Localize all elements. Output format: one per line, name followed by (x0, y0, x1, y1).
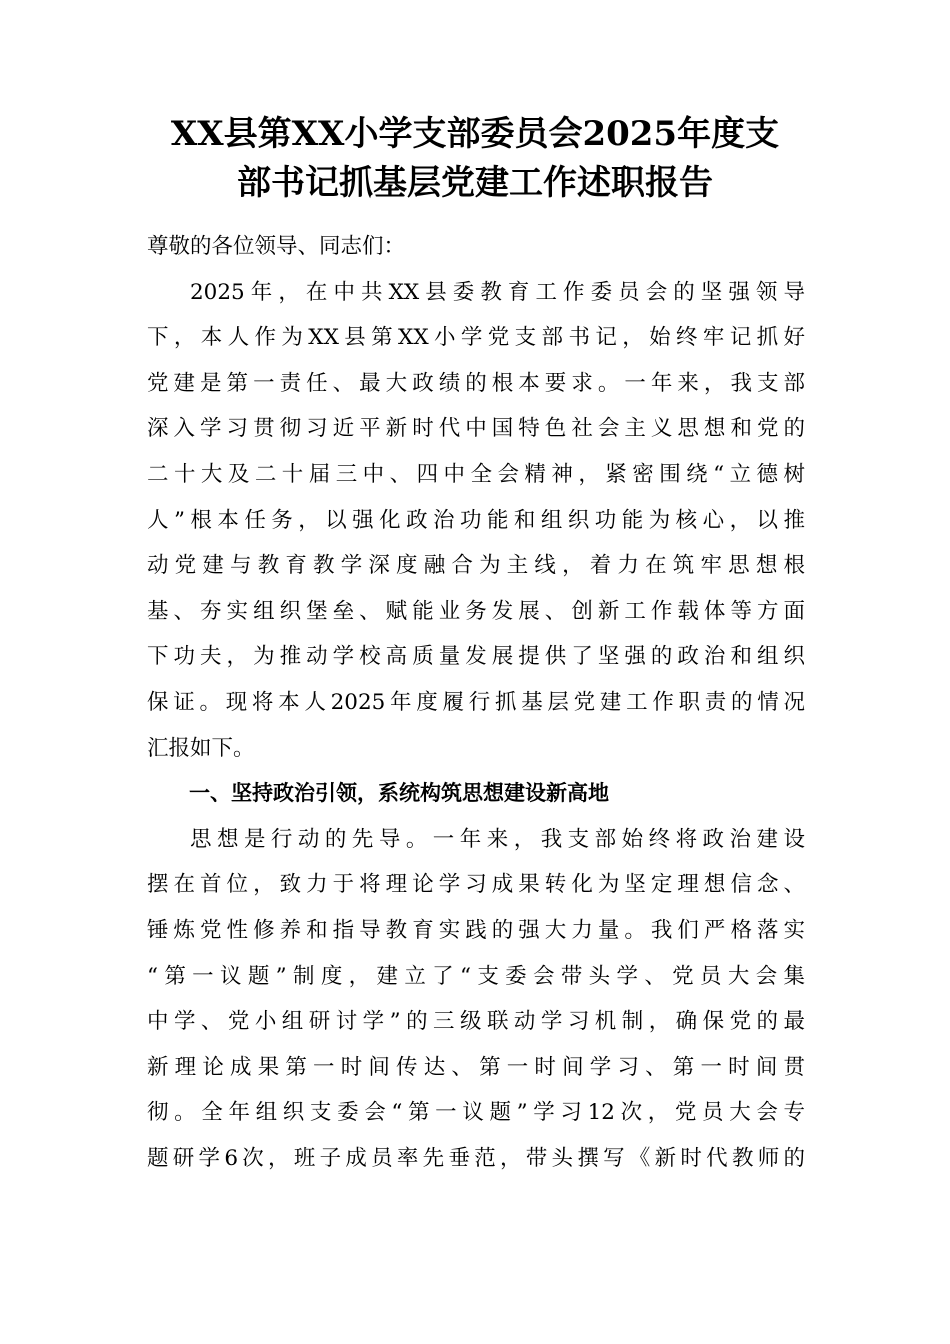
intro-line: 保证。现将本人2025年度履行抓基层党建工作职责的情况 (147, 689, 805, 715)
title-line-1: XX县第XX小学支部委员会2025年度支 (170, 114, 780, 154)
section1-line: 彻。全年组织支委会“第一议题”学习12次，党员大会专 (147, 1100, 805, 1126)
intro-line: 2025年，在中共XX县委教育工作委员会的坚强领导 (190, 279, 805, 305)
intro-paragraph (147, 270, 805, 772)
section1-line: 中学、党小组研讨学”的三级联动学习机制，确保党的最 (147, 1009, 805, 1035)
intro-line: 深入学习贯彻习近平新时代中国特色社会主义思想和党的 (147, 416, 805, 442)
section1-line: 题研学6次，班子成员率先垂范，带头撰写《新时代教师的 (147, 1145, 805, 1171)
section1-paragraph (147, 817, 805, 1182)
salutation: 尊敬的各位领导、同志们： (147, 234, 406, 259)
intro-line: 下，本人作为XX县第XX小学党支部书记，始终牢记抓好 (147, 325, 805, 351)
section1-line: 锤炼党性修养和指导教育实践的强大力量。我们严格落实 (147, 917, 805, 943)
intro-line: 汇报如下。 (147, 735, 255, 761)
section1-line: 摆在首位，致力于将理论学习成果转化为坚定理想信念、 (147, 872, 805, 898)
document-title (120, 110, 830, 208)
section1-line: “第一议题”制度，建立了“支委会带头学、党员大会集 (147, 963, 805, 989)
intro-line: 人”根本任务，以强化政治功能和组织功能为核心，以推 (147, 507, 805, 533)
section-heading: 一、坚持政治引领，系统构筑思想建设新高地 (189, 781, 609, 806)
section1-line: 新理论成果第一时间传达、第一时间学习、第一时间贯 (147, 1054, 805, 1080)
intro-line: 党建是第一责任、最大政绩的根本要求。一年来，我支部 (147, 370, 805, 396)
title-line-2: 部书记抓基层党建工作述职报告 (237, 163, 713, 203)
document-body (147, 224, 805, 1181)
intro-line: 基、夯实组织堡垒、赋能业务发展、创新工作载体等方面 (147, 598, 805, 624)
intro-line: 动党建与教育教学深度融合为主线，着力在筑牢思想根 (147, 553, 805, 579)
intro-line: 二十大及二十届三中、四中全会精神，紧密围绕“立德树 (147, 461, 805, 487)
section1-line: 思想是行动的先导。一年来，我支部始终将政治建设 (190, 826, 805, 852)
intro-line: 下功夫，为推动学校高质量发展提供了坚强的政治和组织 (147, 644, 805, 670)
